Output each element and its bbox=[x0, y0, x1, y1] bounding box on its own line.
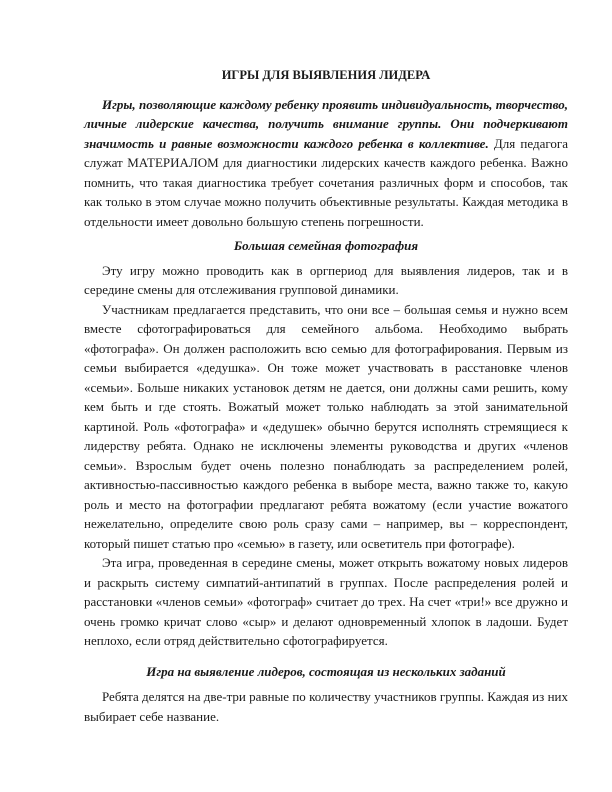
intro-rest: Для педагога служат МАТЕРИАЛОМ для диагностики лидерских качеств каждого ребенка. Важно помнить, что такая диагностика требует сочетания различных форм и способов, так как только в этом случае можно получить объективные результаты. Каждая методика в отдельности имеет довольно большую степень погрешности. bbox=[84, 135, 568, 229]
intro-paragraph bbox=[84, 95, 568, 232]
leader-tasks-paragraph-1: Ребята делятся на две-три равные по количеству участников группы. Каждая из них выбирает себе название. bbox=[84, 689, 568, 724]
intro-lead: Игры, позволяющие каждому ребенку проявить индивидуальность, творчество, личные лидерские качества, получить внимание группы. Они подчеркивают значимость и равные возможности каждого ребенка в коллективе. bbox=[84, 96, 568, 151]
document-body bbox=[84, 66, 568, 726]
family-photo-paragraph-1: Эту игру можно проводить как в оргпериод для выявления лидеров, так и в середине смены для отслеживания групповой динамики. bbox=[84, 262, 568, 297]
document-title: ИГРЫ ДЛЯ ВЫЯВЛЕНИЯ ЛИДЕРА bbox=[221, 68, 431, 82]
section-heading-family-photo: Большая семейная фотография bbox=[233, 238, 419, 253]
section-heading-leader-tasks: Игра на выявление лидеров, состоящая из нескольких заданий bbox=[146, 663, 506, 679]
family-photo-paragraph-3: Эта игра, проведенная в середине смены, может открыть вожатому новых лидеров и раскрыть систему симпатий-антипатий в группах. После распределения ролей и расстановки «членов семьи» «фотограф» считает до трех. На счет «три!» все дружно и очень громко кричат слово «сыр» и делают одновременный хлопок в ладоши. Будет неплохо, если отряд действительно сфотографируется. bbox=[84, 555, 568, 648]
family-photo-paragraph-2: Участникам предлагается представить, что они все – большая семья и нужно всем вместе сфотографироваться для семейного альбома. Необходимо выбрать «фотографа». Он должен расположить всю семью для фотографирования. Первым из семьи выбирается «дедушка». Он тоже может участвовать в расстановке членов «семьи». Больше никаких установок детям не дается, они должны сами решить, кому кем быть и где стоять. Вожатый может только наблюдать за этой занимательной картиной. Роль «фотографа» и «дедушек» обычно берутся исполнять стремящиеся к лидерству ребята. Однако не исключены элементы руководства и других «членов семьи». Взрослым будет очень полезно понаблюдать за распределением ролей, активностью-пассивностью каждого ребенка в выборе места, важно также то, какую роль и место на фотографии предлагают ребята вожатому (если участие вожатого нежелательно, определите свою роль сразу сами – например, вы – корреспондент, который пишет статью про «семью» в газету, или осветитель при фотографе). bbox=[84, 301, 568, 551]
